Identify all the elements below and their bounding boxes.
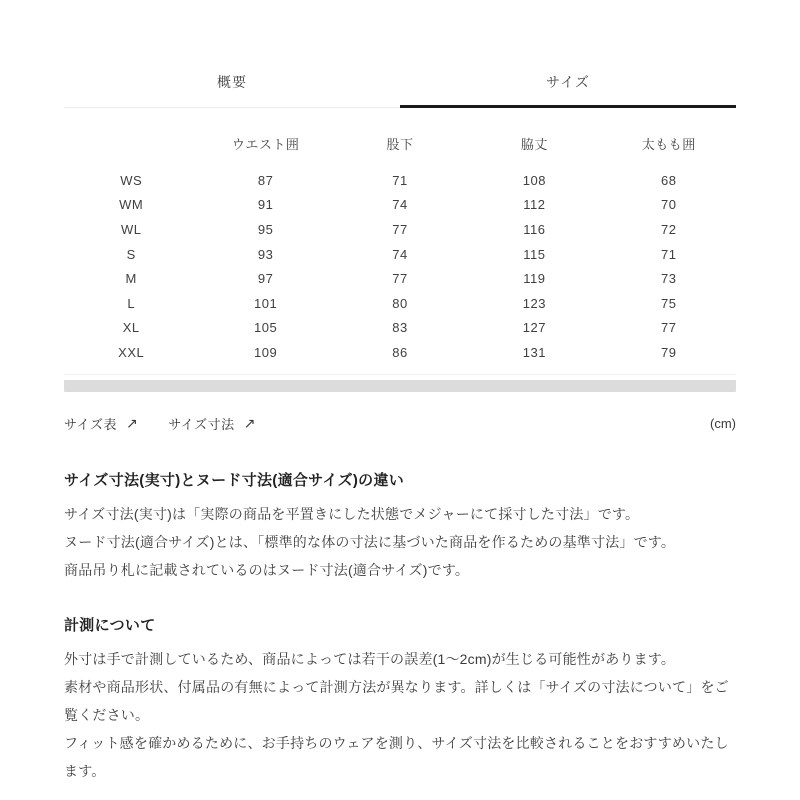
size-cell: 74	[392, 197, 408, 213]
size-chart-link-label: サイズ表	[64, 416, 117, 432]
size-table-body	[64, 168, 736, 365]
size-cell: 77	[392, 221, 408, 237]
table-row	[64, 193, 736, 218]
size-cell: 73	[661, 271, 677, 287]
section-heading: サイズ寸法(実寸)とヌード寸法(適合サイズ)の違い	[64, 471, 405, 489]
tab-overview[interactable]: 概要	[64, 72, 400, 108]
size-cell: 123	[522, 295, 546, 311]
section-paragraph: 商品吊り札に記載されているのはヌード寸法(適合サイズ)です。	[64, 561, 470, 578]
size-cell: 105	[253, 320, 278, 336]
size-row-label: S	[126, 246, 136, 262]
table-row	[64, 242, 736, 267]
section-paragraph: フィット感を確かめるために、お手持ちのウェアを測り、サイズ寸法を比較されることをおすすめいたします。	[64, 734, 729, 779]
size-cell: 101	[253, 295, 278, 311]
column-header-inseam: 股下	[386, 137, 414, 152]
size-row-label: XXL	[118, 344, 145, 360]
size-cell: 112	[523, 197, 546, 213]
size-cell: 97	[257, 271, 274, 287]
section-heading: 計測について	[64, 616, 156, 634]
size-row-label: L	[127, 295, 136, 311]
size-cell: 95	[257, 221, 274, 237]
table-row	[64, 266, 736, 291]
table-row	[64, 291, 736, 316]
size-cell: 108	[522, 172, 546, 188]
table-divider	[64, 374, 736, 375]
column-header-waist: ウエスト囲	[231, 137, 300, 152]
section-paragraph: ヌード寸法(適合サイズ)とは、「標準的な体の寸法に基づいた商品を作るための基準寸法」です。	[64, 533, 676, 550]
size-cell: 131	[522, 344, 546, 360]
section-size-definitions	[64, 469, 736, 584]
size-cell: 115	[523, 246, 546, 262]
size-cell: 77	[392, 271, 408, 287]
unit-label: (cm)	[710, 415, 736, 431]
section-paragraph: 素材や商品形状、付属品の有無によって計測方法が異なります。詳しくは「サイズの寸法について」をご覧ください。	[64, 678, 729, 723]
size-cell: 119	[523, 271, 546, 287]
column-header-side-length: 脇丈	[520, 137, 548, 152]
size-dimensions-link[interactable]	[168, 414, 256, 433]
table-row	[64, 217, 736, 242]
size-cell: 87	[257, 172, 274, 188]
size-cell: 79	[661, 344, 677, 360]
tab-size[interactable]: サイズ	[400, 72, 736, 108]
size-row-label: XL	[122, 320, 140, 336]
column-header-thigh: 太もも囲	[641, 137, 696, 152]
external-link-icon: ↗	[125, 414, 139, 431]
size-row-label: M	[125, 271, 137, 287]
size-cell: 70	[661, 197, 677, 213]
size-cell: 93	[257, 246, 274, 262]
size-table	[64, 134, 736, 365]
table-row	[64, 316, 736, 341]
size-cell: 127	[522, 320, 546, 336]
table-row	[64, 340, 736, 365]
section-paragraph: 外寸は手で計測しているため、商品によっては若干の誤差(1〜2cm)が生じる可能性があります。	[64, 650, 676, 667]
size-cell: 77	[661, 320, 677, 336]
size-cell: 86	[392, 344, 408, 360]
size-cell: 91	[257, 197, 274, 213]
table-horizontal-scrollbar[interactable]	[64, 380, 736, 392]
size-cell: 75	[661, 295, 677, 311]
section-paragraph: サイズ寸法(実寸)は「実際の商品を平置きにした状態でメジャーにて採寸した寸法」です。	[64, 505, 640, 522]
size-cell: 74	[392, 246, 408, 262]
external-link-icon: ↗	[243, 414, 256, 431]
size-cell: 71	[661, 246, 677, 262]
size-dimensions-link-label: サイズ寸法	[168, 416, 235, 432]
size-chart-link[interactable]	[64, 414, 138, 433]
size-cell: 80	[392, 295, 408, 311]
section-measurement-notes	[64, 614, 736, 785]
size-table-header	[64, 134, 736, 153]
size-row-label: WS	[120, 172, 143, 188]
size-cell: 71	[392, 172, 408, 188]
size-cell: 83	[392, 320, 408, 336]
size-cell: 109	[253, 344, 278, 360]
links-row	[64, 414, 736, 433]
size-row-label: WM	[119, 197, 144, 213]
size-row-label: WL	[120, 221, 142, 237]
size-cell: 72	[661, 221, 677, 237]
table-row	[64, 168, 736, 193]
tab-bar	[64, 72, 736, 108]
size-cell: 68	[661, 172, 677, 188]
size-cell: 116	[523, 221, 546, 237]
